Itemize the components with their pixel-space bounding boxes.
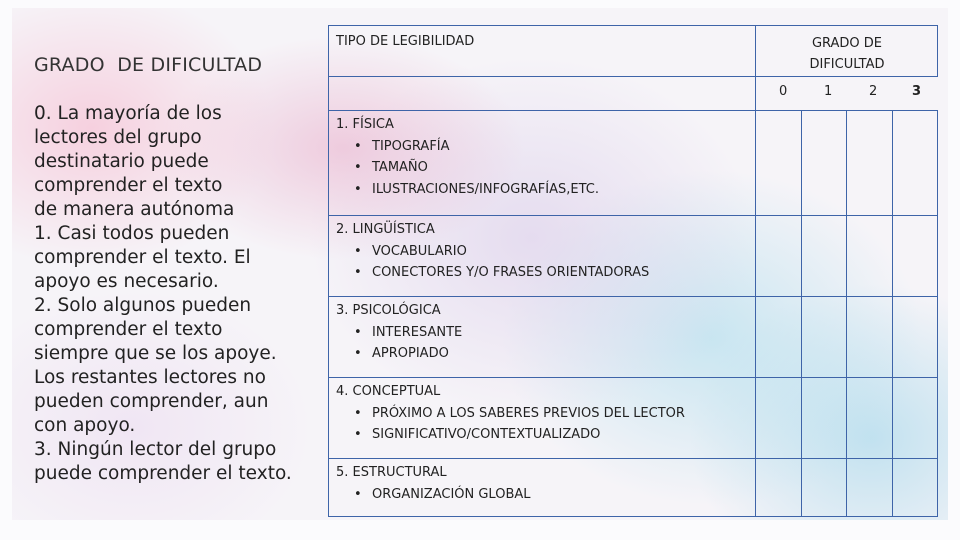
rating-cell (892, 458, 938, 517)
description-line: 3. Ningún lector del grupo (34, 439, 277, 460)
description-line: lectores del grupo (34, 127, 202, 148)
description-line: comprender el texto (34, 175, 223, 196)
rating-cell (846, 458, 893, 517)
difficulty-description (34, 102, 334, 486)
header-grado-dificultad (776, 33, 918, 75)
section-item (336, 403, 685, 425)
rating-cell (892, 215, 938, 297)
section-item-text: PRÓXIMO A LOS SABERES PREVIOS DEL LECTOR (372, 405, 685, 421)
section-item (336, 343, 462, 365)
section-item-text: TIPOGRAFÍA (372, 138, 450, 154)
section-item-text: ILUSTRACIONES/INFOGRAFÍAS,ETC. (372, 181, 599, 197)
rating-cell (892, 296, 938, 378)
section-item (336, 157, 599, 179)
section-conceptual (336, 381, 685, 446)
section-item (336, 322, 462, 344)
header-tipo-cell (328, 25, 756, 77)
section-item (336, 484, 531, 506)
levels-row-cell (328, 76, 756, 111)
rating-cell (755, 110, 802, 216)
section-item (336, 424, 685, 446)
rating-cell (801, 215, 847, 297)
section-item-text: SIGNIFICATIVO/CONTEXTUALIZADO (372, 427, 601, 442)
section-item-text: INTERESANTE (372, 324, 463, 340)
rating-cell (755, 296, 802, 378)
header-grado-line: GRADO DE (811, 36, 883, 51)
difficulty-title: GRADO DE DIFICULTAD (34, 54, 263, 76)
header-tipo-legibilidad: TIPO DE LEGIBILIDAD (336, 34, 475, 49)
section-title: 2. LINGÜÍSTICA (336, 222, 435, 237)
description-line: con apoyo. (34, 415, 136, 436)
description-line: pueden comprender, aun (34, 391, 269, 412)
section-item-text: VOCABULARIO (372, 243, 467, 259)
section-title: 5. ESTRUCTURAL (336, 465, 447, 480)
description-line: puede comprender el texto. (34, 463, 292, 484)
description-line: comprender el texto. El (34, 247, 251, 268)
section-item-text: ORGANIZACIÓN GLOBAL (372, 486, 531, 502)
section-item (336, 136, 599, 158)
rating-cell (755, 458, 802, 517)
rating-cell (846, 110, 893, 216)
description-line: de manera autónoma (34, 199, 235, 220)
rating-cell (846, 215, 893, 297)
level-2-label: 2 (869, 84, 878, 99)
section-item (336, 262, 649, 284)
rating-cell (846, 377, 893, 459)
section-psicologica (336, 300, 462, 365)
description-line: 0. La mayoría de los (34, 103, 222, 124)
rating-cell (755, 377, 802, 459)
description-line: destinatario puede (34, 151, 209, 172)
rating-cell (801, 458, 847, 517)
section-item-text: APROPIADO (372, 346, 449, 361)
rating-cell (892, 110, 938, 216)
rating-cell (801, 296, 847, 378)
description-line: 2. Solo algunos pueden (34, 295, 252, 316)
description-line: siempre que se los apoye. (34, 343, 277, 364)
rating-cell (801, 110, 847, 216)
section-title: 3. PSICOLÓGICA (336, 303, 441, 318)
section-item (336, 241, 649, 263)
description-line: apoyo es necesario. (34, 271, 219, 292)
description-line: Los restantes lectores no (34, 367, 266, 388)
description-line: comprender el texto (34, 319, 223, 340)
section-item (336, 179, 599, 201)
level-0-label: 0 (779, 84, 788, 99)
rating-cell (801, 377, 847, 459)
section-title: 1. FÍSICA (336, 117, 394, 132)
section-title: 4. CONCEPTUAL (336, 384, 441, 399)
section-item-text: TAMAÑO (372, 160, 428, 175)
rating-cell (755, 215, 802, 297)
section-linguistica (336, 219, 649, 284)
section-item-text: CONECTORES Y/O FRASES ORIENTADORAS (372, 265, 650, 280)
level-3-label: 3 (912, 84, 922, 99)
rating-cell (892, 377, 938, 459)
section-estructural (336, 462, 531, 505)
header-grado-line: DIFICULTAD (809, 57, 885, 72)
section-fisica (336, 114, 599, 200)
level-1-label: 1 (824, 84, 833, 99)
description-line: 1. Casi todos pueden (34, 223, 230, 244)
rating-cell (846, 296, 893, 378)
